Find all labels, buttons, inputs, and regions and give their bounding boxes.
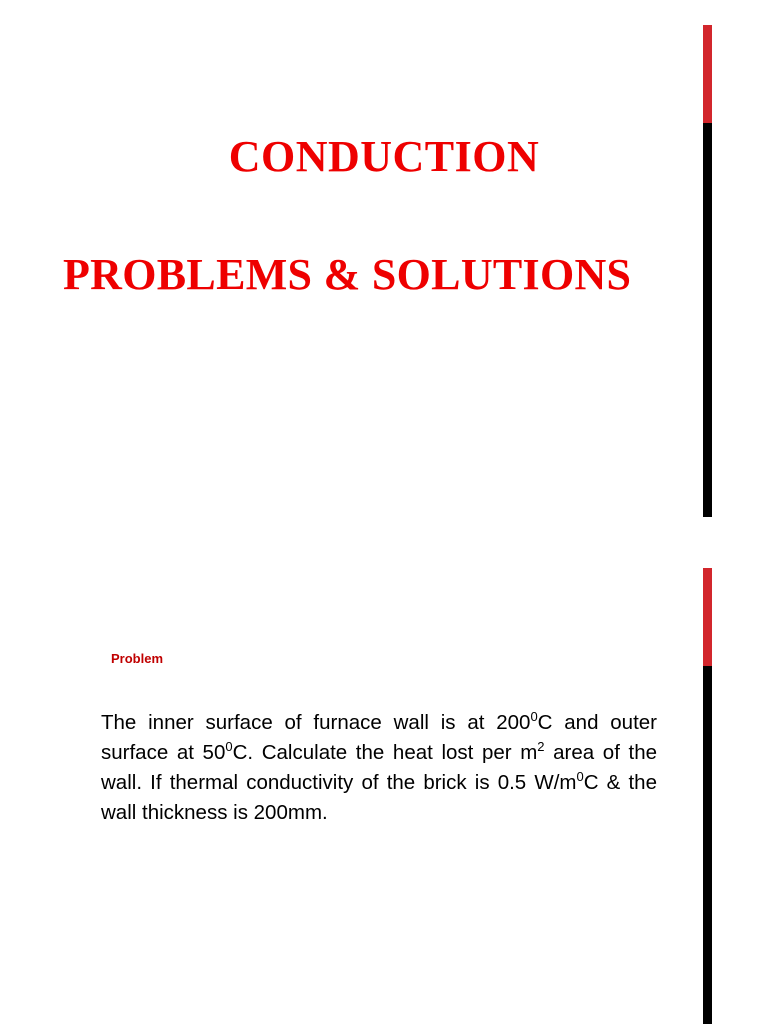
slide-subtitle-heading: PROBLEMS & SOLUTIONS bbox=[63, 250, 632, 299]
superscript-degree: 0 bbox=[576, 769, 584, 784]
superscript-degree: 0 bbox=[530, 709, 538, 724]
accent-bar-black bbox=[703, 123, 712, 517]
accent-bar-black bbox=[703, 666, 712, 1024]
accent-bar-red bbox=[703, 568, 712, 666]
accent-bar-red bbox=[703, 25, 712, 123]
superscript-degree: 0 bbox=[225, 739, 233, 754]
problem-text-segment: C and outer surface at 50 bbox=[101, 711, 658, 764]
problem-statement bbox=[101, 708, 657, 828]
problem-text-segment: area of the wall. If thermal conductivity of the brick is 0.5 W/m bbox=[101, 741, 658, 794]
slide-title-heading: CONDUCTION bbox=[228, 132, 540, 181]
slide-problem bbox=[0, 545, 768, 1024]
problem-text-segment: C & the wall thickness is 200mm. bbox=[101, 771, 657, 824]
problem-label: Problem bbox=[111, 651, 164, 666]
problem-text-segment: C. Calculate the heat lost per m bbox=[232, 741, 538, 764]
superscript-square: 2 bbox=[537, 739, 545, 754]
problem-text-segment: The inner surface of furnace wall is at 200 bbox=[101, 711, 531, 734]
